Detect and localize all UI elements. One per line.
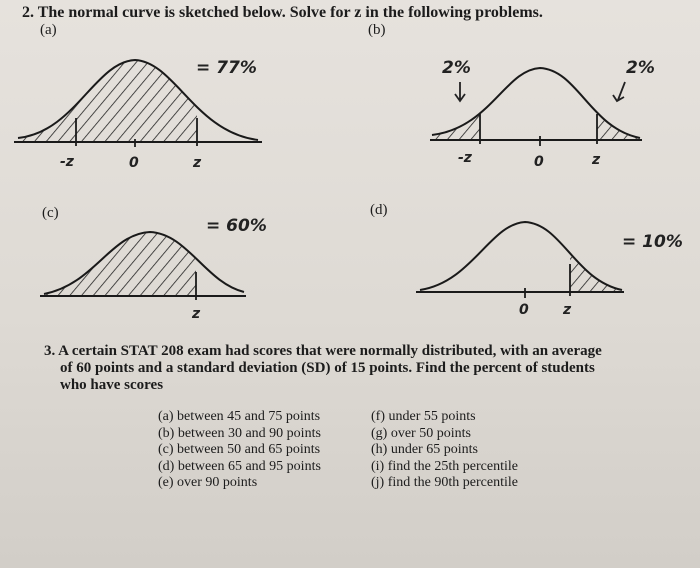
problem-3-line-3: who have scores	[60, 377, 164, 393]
part-b-z: z	[592, 152, 601, 168]
problem-3-line-1: 3. A certain STAT 208 exam had scores that were normally distributed, with an average	[44, 343, 602, 359]
list-item: (h) under 65 points	[371, 442, 478, 457]
part-d-area: = 10%	[622, 232, 683, 252]
list-item: (e) over 90 points	[158, 475, 258, 490]
part-a-area: = 77%	[196, 58, 257, 78]
part-c-label: (c)	[42, 205, 59, 221]
part-b-zero: 0	[534, 154, 544, 170]
part-a-zero: 0	[129, 155, 139, 171]
part-b-label: (b)	[368, 22, 386, 38]
part-c-z: z	[192, 306, 201, 322]
curve-c	[40, 232, 246, 300]
list-item: (b) between 30 and 90 points	[158, 425, 321, 441]
part-d-zero: 0	[519, 302, 529, 318]
curve-d	[416, 222, 624, 298]
part-d-z: z	[563, 302, 572, 318]
part-a-neg-z: -z	[60, 154, 74, 170]
problem-3-left-list	[158, 409, 321, 492]
list-item: (c) between 50 and 65 points	[158, 442, 321, 457]
part-b-right-area: 2%	[626, 58, 655, 78]
problem-3-line-2: of 60 points and a standard deviation (SD) of 15 points. Find the percent of students	[60, 360, 595, 376]
list-item: (f) under 55 points	[371, 409, 476, 424]
list-item: (d) between 65 and 95 points	[158, 458, 321, 474]
part-a-z: z	[193, 155, 202, 171]
list-item: (g) over 50 points	[371, 425, 471, 441]
problem-3-statement	[44, 343, 674, 394]
list-item: (j) find the 90th percentile	[371, 475, 518, 490]
problem-3-right-list	[371, 409, 518, 492]
curve-b	[430, 68, 642, 146]
part-c-area: = 60%	[206, 216, 267, 236]
list-item: (i) find the 25th percentile	[371, 458, 518, 474]
list-item: (a) between 45 and 75 points	[158, 409, 321, 424]
part-b-neg-z: -z	[458, 150, 472, 166]
part-d-label: (d)	[370, 202, 388, 218]
part-b-left-area: 2%	[442, 58, 471, 78]
part-a-label: (a)	[40, 22, 57, 38]
problem-2-heading: 2. The normal curve is sketched below. Solve for z in the following problems.	[22, 4, 543, 21]
